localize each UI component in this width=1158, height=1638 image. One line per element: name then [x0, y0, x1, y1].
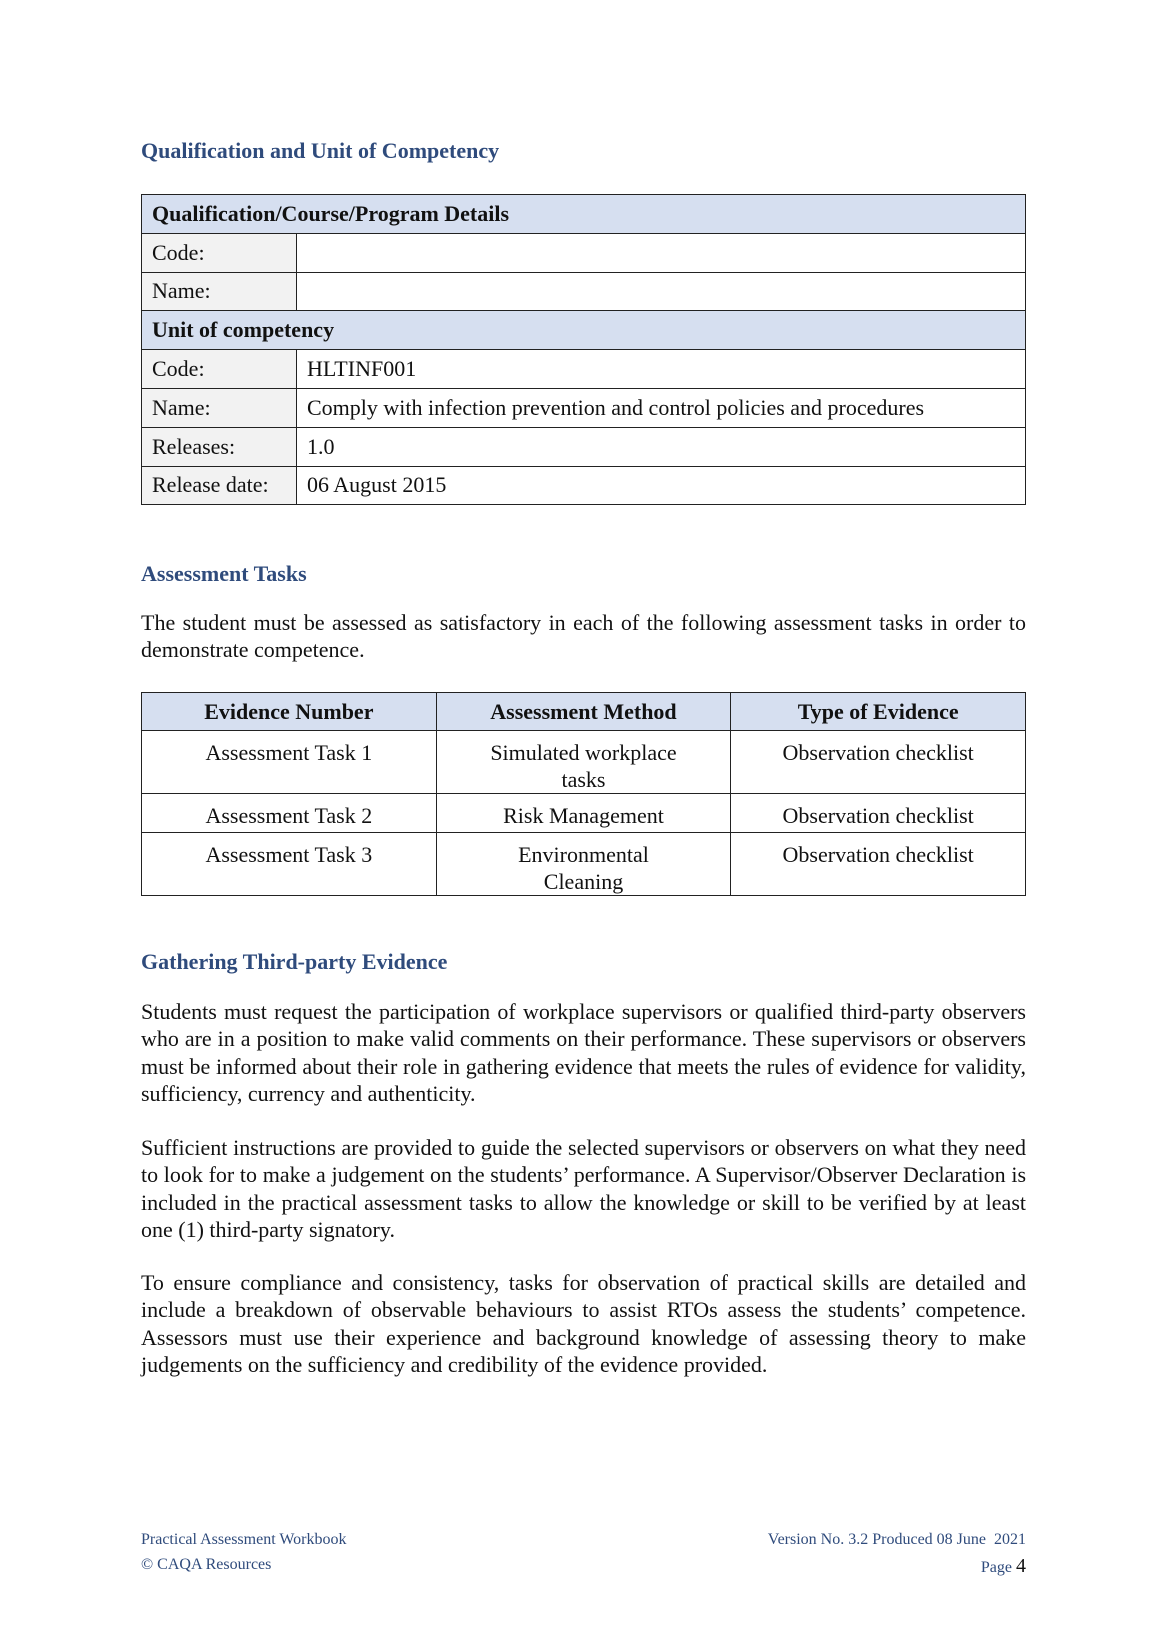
assessment-tasks-table [141, 692, 1026, 896]
table-row [142, 731, 1026, 794]
table-section-row [142, 311, 1026, 350]
table-cell: Observation checklist [731, 833, 1026, 896]
column-header: Type of Evidence [731, 693, 1026, 731]
third-party-paragraph: Students must request the participation of workplace supervisors or qualified third-party observers who are in a position to make valid comments on their performance. These supervisors or observers must be informed about their role in gathering evidence that meets the rules of evidence for validity, sufficiency, currency and authenticity. [141, 999, 1026, 1106]
unit-of-competency-header: Unit of competency [142, 311, 1026, 350]
column-header: Evidence Number [142, 693, 437, 731]
qual-name-value [297, 272, 1026, 311]
table-row [142, 272, 1026, 311]
qualification-heading: Qualification and Unit of Competency [141, 138, 500, 163]
column-header: Assessment Method [436, 693, 731, 731]
table-cell: Risk Management [436, 794, 731, 833]
qual-code-value [297, 233, 1026, 272]
footer-left-title: Practical Assessment Workbook [141, 1531, 347, 1548]
table-row [142, 427, 1026, 466]
table-cell: Simulated workplace tasks [436, 731, 731, 794]
third-party-paragraph: Sufficient instructions are provided to guide the selected supervisors or observers on what they need to look for to make a judgement on the students’ performance. A Supervisor/Observer Declaration is included in the practical assessment tasks to allow the knowledge or skill to be verified by at least one (1) third-party signatory. [141, 1135, 1026, 1242]
footer-page-label: Page [980, 1559, 1012, 1576]
release-date-label: Release date: [142, 466, 297, 505]
table-row [142, 466, 1026, 505]
assessment-tasks-heading: Assessment Tasks [141, 561, 307, 586]
table-cell: Assessment Task 3 [142, 833, 437, 896]
table-header-row [142, 693, 1026, 731]
table-row [142, 350, 1026, 389]
third-party-paragraph: To ensure compliance and consistency, tasks for observation of practical skills are detailed and include a breakdown of observable behaviours to assist RTOs assess the students’ competence. Assessors must use their experience and background knowledge of assessing theory to make judgements on the sufficiency and credibility of the evidence provided. [141, 1270, 1026, 1377]
table-row [142, 794, 1026, 833]
table-cell: Assessment Task 1 [142, 731, 437, 794]
footer-version: Version No. 3.2 Produced 08 June 2021 [767, 1531, 1026, 1548]
table-cell: Assessment Task 2 [142, 794, 437, 833]
table-row [142, 833, 1026, 896]
qualification-details-table [141, 194, 1026, 505]
unit-code-label: Code: [142, 350, 297, 389]
qualification-details-header: Qualification/Course/Program Details [142, 195, 1026, 234]
unit-name-value: Comply with infection prevention and control policies and procedures [297, 388, 1026, 427]
release-date-value: 06 August 2015 [297, 466, 1026, 505]
qual-name-label: Name: [142, 272, 297, 311]
unit-name-label: Name: [142, 388, 297, 427]
table-row [142, 233, 1026, 272]
releases-label: Releases: [142, 427, 297, 466]
assessment-intro-paragraph: The student must be assessed as satisfactory in each of the following assessment tasks in order to demonstrate competence. [141, 610, 1026, 663]
table-row [142, 388, 1026, 427]
footer-page [981, 1555, 1026, 1578]
table-section-row [142, 195, 1026, 234]
table-cell: Environmental Cleaning [436, 833, 731, 896]
releases-value: 1.0 [297, 427, 1026, 466]
table-cell: Observation checklist [731, 731, 1026, 794]
table-cell: Observation checklist [731, 794, 1026, 833]
footer-page-number: 4 [1016, 1555, 1026, 1577]
qual-code-label: Code: [142, 233, 297, 272]
footer-left-copyright: © CAQA Resources [141, 1556, 272, 1573]
unit-code-value: HLTINF001 [297, 350, 1026, 389]
third-party-evidence-heading: Gathering Third-party Evidence [141, 949, 448, 974]
